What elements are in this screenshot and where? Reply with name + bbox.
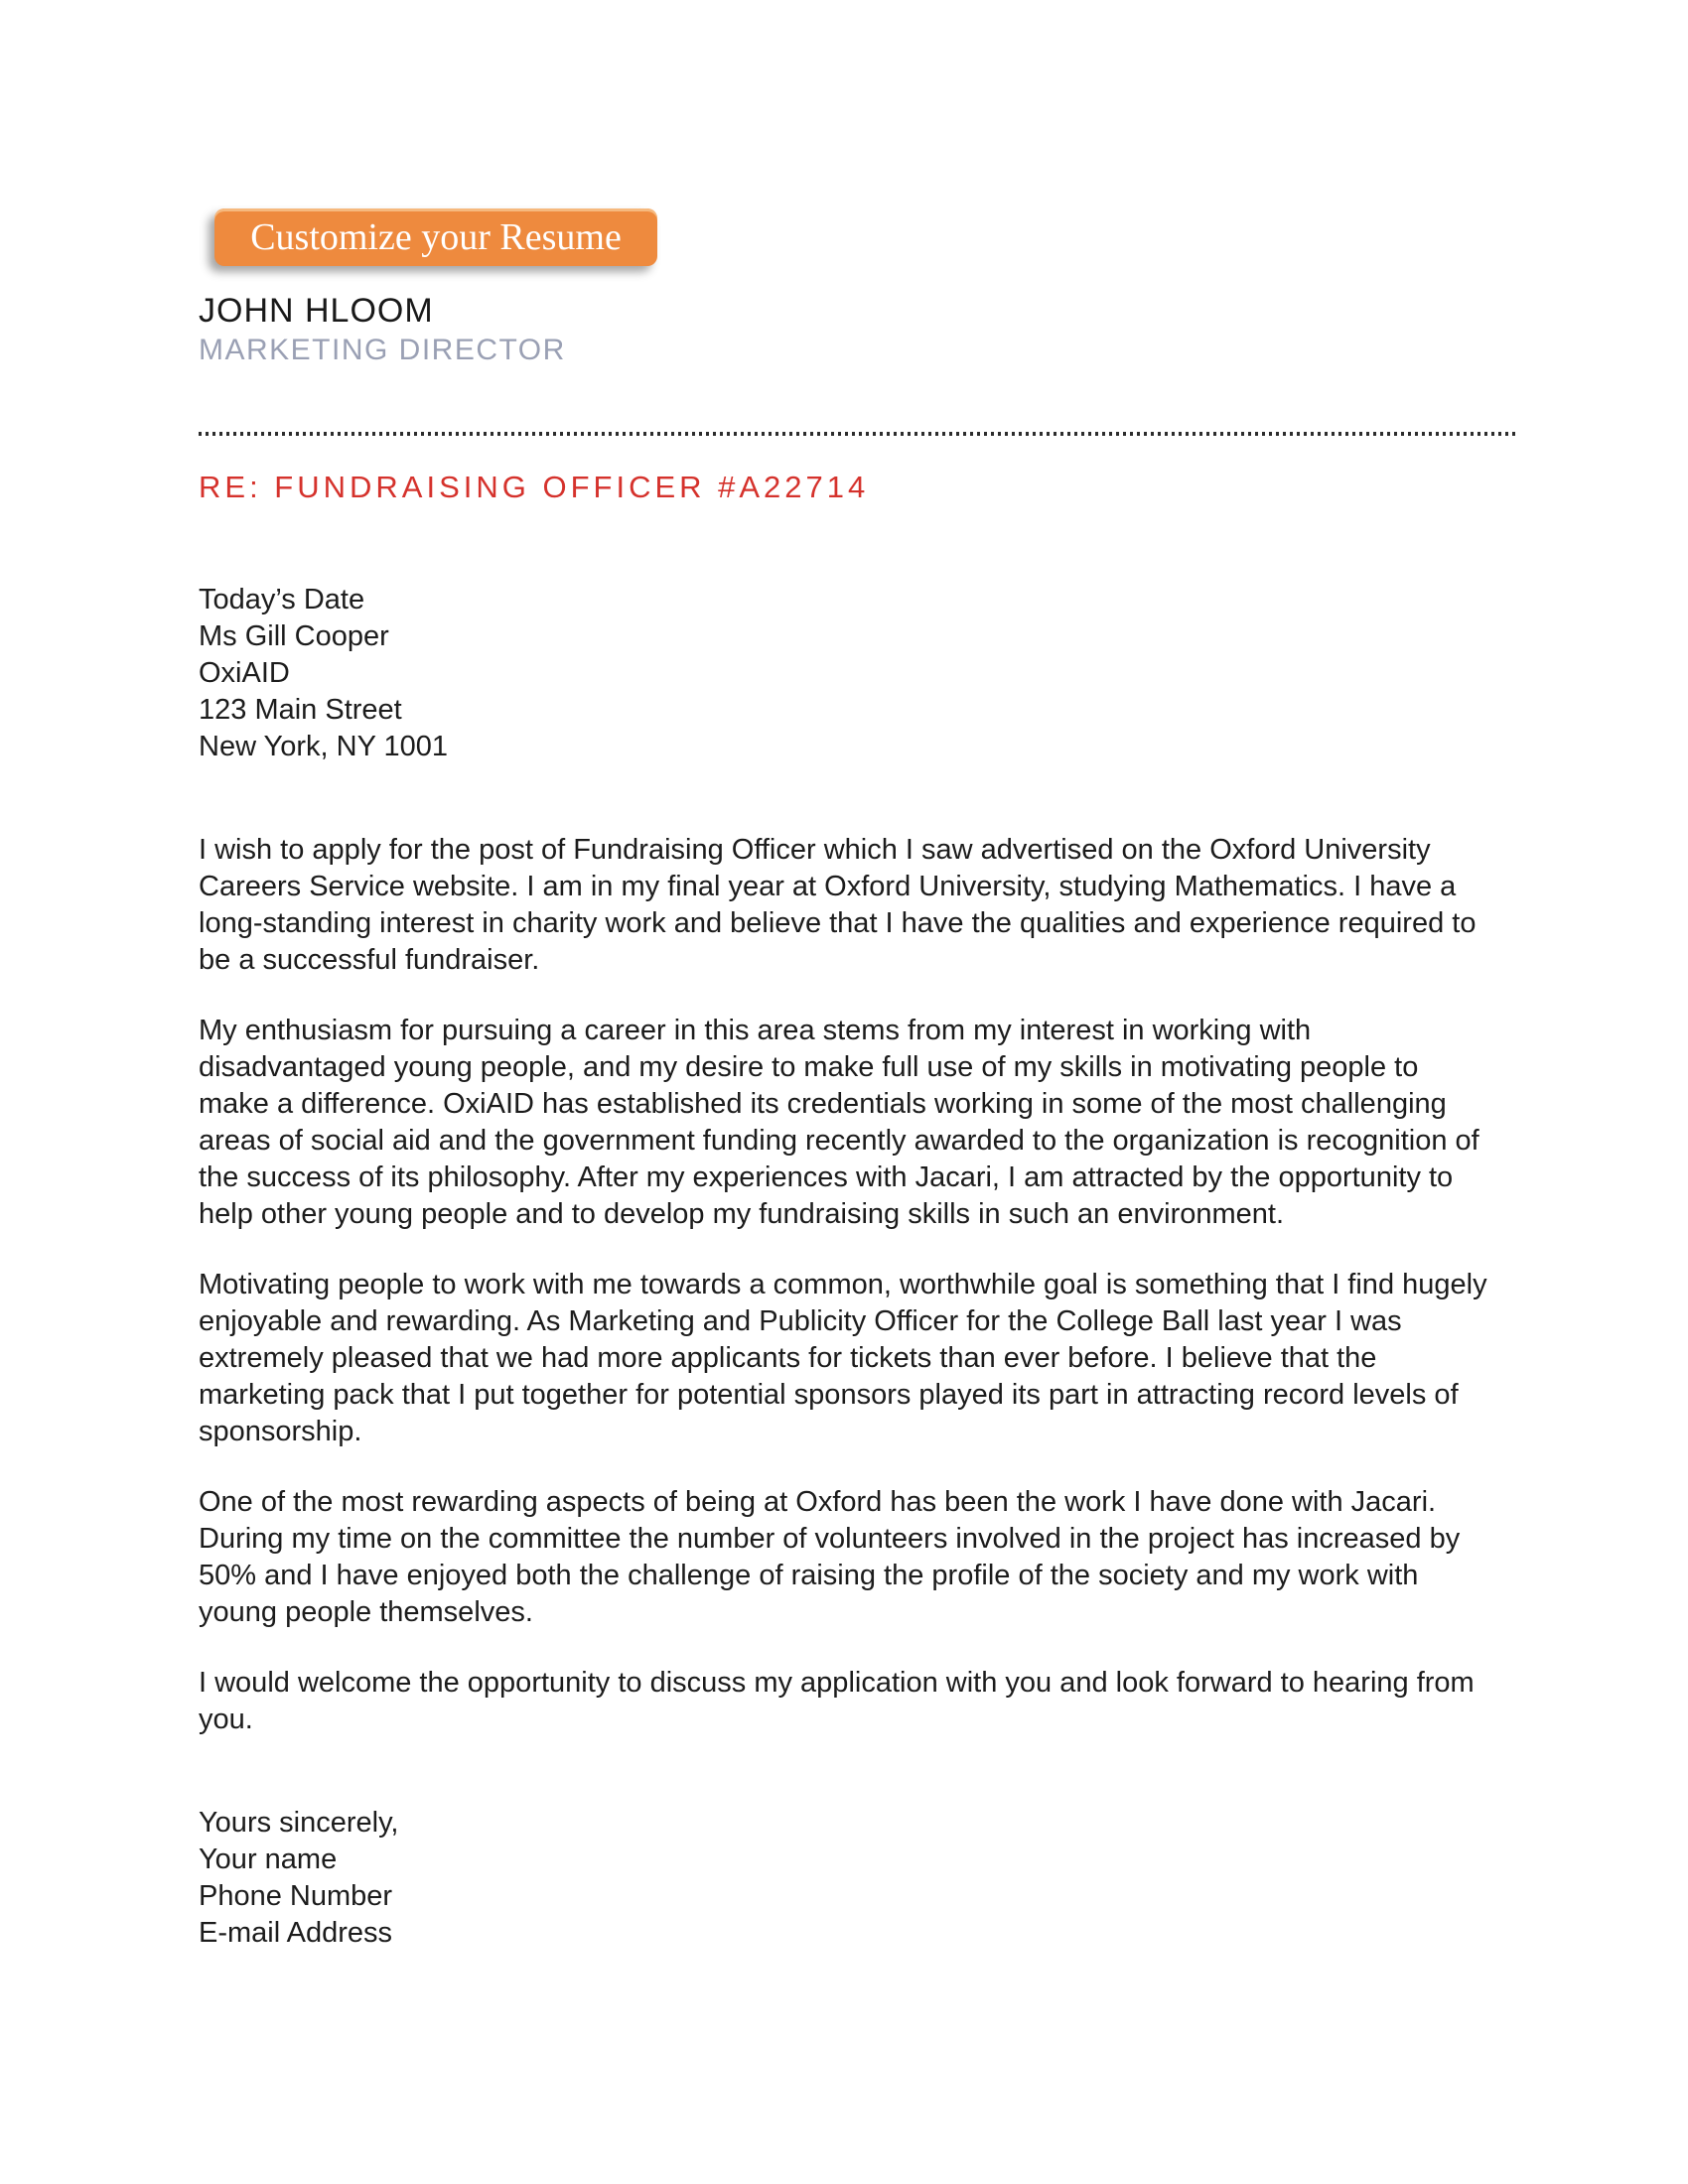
- body-paragraph-3: Motivating people to work with me towards a common, worthwhile goal is something that I find hugely enjoyable and rewarding. As Marketing and Publicity Officer for the College Ball last year I was extremely pleased that we had more applicants for tickets than ever before. I believe that the marketing pack that I put together for potential sponsors played its part in attracting record levels of sponsorship.: [199, 1269, 1487, 1447]
- body-paragraph-5: I would welcome the opportunity to discuss my application with you and look forward to hearing from you.: [199, 1667, 1475, 1735]
- closing-line-phone: Phone Number: [199, 1880, 393, 1912]
- recipient-line-name: Ms Gill Cooper: [199, 620, 389, 652]
- recipient-block: [199, 582, 1519, 765]
- recipient-line-company: OxiAID: [199, 657, 290, 689]
- body-paragraph-2: My enthusiasm for pursuing a career in this area stems from my interest in working with disadvantaged young people, and my desire to make full use of my skills in motivating people to make a difference. OxiAID has established its credentials working in some of the most challenging areas of social aid and the government funding recently awarded to the organization is recognition of the success of its philosophy. After my experiences with Jacari, I am attracted by the opportunity to help other young people and to develop my fundraising skills in such an environment.: [199, 1015, 1479, 1230]
- sender-job-title: MARKETING DIRECTOR: [199, 334, 566, 366]
- subject-line: RE: FUNDRAISING OFFICER #A22714: [199, 470, 870, 504]
- recipient-line-date: Today’s Date: [199, 584, 365, 615]
- recipient-line-street: 123 Main Street: [199, 694, 402, 726]
- body-paragraph-1: I wish to apply for the post of Fundraising Officer which I saw advertised on the Oxford University Careers Service website. I am in my final year at Oxford University, studying Mathematics. I have a long-standing interest in charity work and believe that I have the qualities and experience required to be a successful fundraiser.: [199, 834, 1477, 976]
- sender-name: JOHN HLOOM: [199, 292, 434, 330]
- dotted-divider: [199, 432, 1519, 436]
- body-paragraph-4: One of the most rewarding aspects of being at Oxford has been the work I have done with Jacari. During my time on the committee the number of volunteers involved in the project has increased by 50% and I have enjoyed both the challenge of raising the profile of the society and my work with young people themselves.: [199, 1486, 1461, 1628]
- closing-block: [199, 1805, 1519, 1952]
- letter-content: [199, 0, 1519, 1952]
- customize-resume-button[interactable]: Customize your Resume: [214, 208, 657, 266]
- recipient-line-city: New York, NY 1001: [199, 731, 448, 762]
- closing-line-name: Your name: [199, 1843, 338, 1875]
- closing-line-email: E-mail Address: [199, 1917, 393, 1949]
- closing-line-signoff: Yours sincerely,: [199, 1807, 399, 1839]
